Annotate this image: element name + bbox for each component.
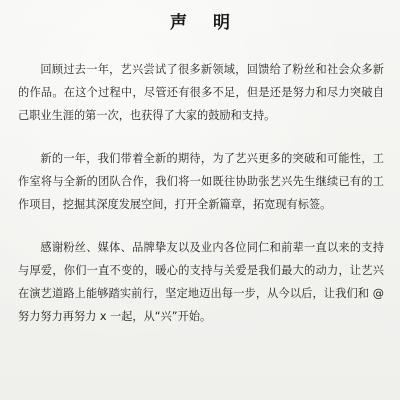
paragraph-1: 回顾过去一年，艺兴尝试了很多新领域，回馈给了粉丝和社会众多新的作品。在这个过程中，尽管还有很多不足，但是还是努力和尽力突破自己职业生涯的第一次，也获得了大家的鼓励和支持。 — [18, 63, 384, 122]
paragraph-2: 新的一年，我们带着全新的期待，为了艺兴更多的突破和可能性，工作室将与全新的团队合作，我们将一如既往协助张艺兴先生继续已有的工作项目，挖掘其深度发展空间，打开全新篇章，拓宽现有标签。 — [18, 152, 384, 211]
document-title: 声 明 — [170, 13, 240, 33]
document-body — [18, 58, 384, 348]
paragraph-3: 感谢粉丝、媒体、品牌挚友以及业内各位同仁和前辈一直以来的支持与厚爱，你们一直不变的，暖心的支持与关爱是我们最大的动力，让艺兴在演艺道路上能够踏实前行，坚定地迈出每一步，从今以后，让我们和 @努力努力再努力 x 一起，从“兴”开始。 — [18, 241, 384, 323]
